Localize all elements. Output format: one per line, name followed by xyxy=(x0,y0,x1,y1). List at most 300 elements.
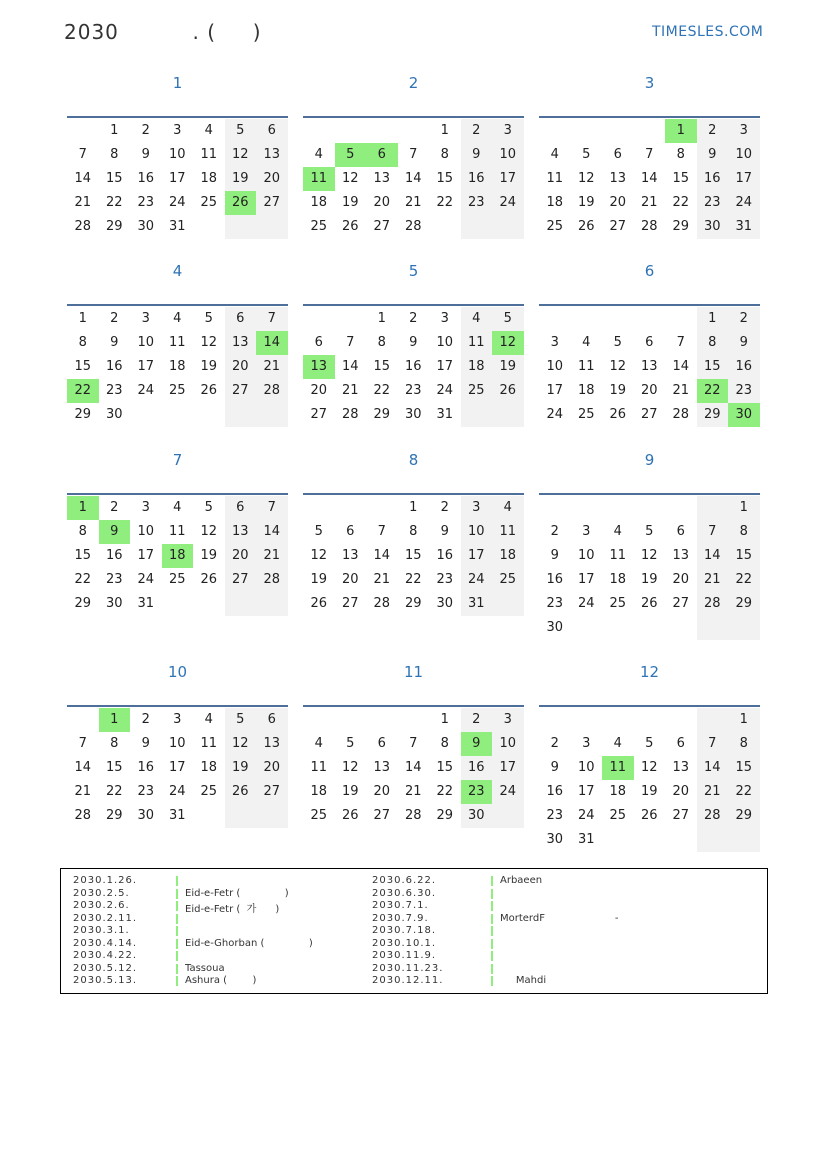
day-cell: 13 xyxy=(341,548,359,563)
day-cell: 20 xyxy=(609,195,627,210)
day-cell: 27 xyxy=(672,596,690,611)
day-cell: 23 xyxy=(461,191,493,215)
day-cell: 13 xyxy=(672,760,690,775)
day-cell: 10 xyxy=(577,760,595,775)
day-cell: 26 xyxy=(200,383,218,398)
day-cell: 8 xyxy=(728,520,760,544)
month-title: 9 xyxy=(644,451,655,469)
day-cell: 23 xyxy=(546,596,564,611)
day-cell: 25 xyxy=(310,219,328,234)
day-cell: 12 xyxy=(200,335,218,350)
day-cell: 16 xyxy=(461,756,493,780)
day-cell: 30 xyxy=(546,620,564,635)
day-cell: 21 xyxy=(74,195,92,210)
event-marker xyxy=(491,926,493,936)
day-cell: 30 xyxy=(105,596,123,611)
day-cell: 16 xyxy=(137,760,155,775)
day-cell: 30 xyxy=(697,215,729,239)
day-cell: 20 xyxy=(256,756,288,780)
day-cell: 20 xyxy=(373,784,391,799)
day-cell: 12 xyxy=(200,524,218,539)
day-cell: 29 xyxy=(74,596,92,611)
day-cell: 17 xyxy=(728,167,760,191)
day-cell: 16 xyxy=(728,355,760,379)
holiday-day-cell: 1 xyxy=(665,119,697,143)
day-cell: 21 xyxy=(697,780,729,804)
day-cell: 12 xyxy=(609,359,627,374)
month-title: 12 xyxy=(639,663,660,681)
weekend-empty-cell xyxy=(697,708,729,732)
event-marker xyxy=(491,939,493,949)
day-cell: 18 xyxy=(200,171,218,186)
month-title: 2 xyxy=(408,74,419,92)
event-date: 2030.7.9. xyxy=(372,912,429,924)
day-cell: 16 xyxy=(137,171,155,186)
day-cell: 30 xyxy=(461,804,493,828)
day-cell: 11 xyxy=(200,736,218,751)
day-cell: 21 xyxy=(404,784,422,799)
day-cell: 14 xyxy=(640,171,658,186)
weekend-empty-cell xyxy=(728,828,760,852)
month-title: 8 xyxy=(408,451,419,469)
day-cell: 7 xyxy=(256,307,288,331)
day-cell: 15 xyxy=(74,548,92,563)
day-cell: 24 xyxy=(492,780,524,804)
month-divider xyxy=(539,116,760,118)
day-cell: 23 xyxy=(697,191,729,215)
day-cell: 14 xyxy=(74,760,92,775)
event-date: 2030.4.22. xyxy=(73,950,138,961)
day-cell: 22 xyxy=(404,572,422,587)
event-marker xyxy=(176,889,178,899)
day-cell: 31 xyxy=(461,592,493,616)
day-cell: 27 xyxy=(256,191,288,215)
day-cell: 10 xyxy=(436,335,454,350)
day-cell: 12 xyxy=(225,732,257,756)
event-date: 2030.2.5. xyxy=(73,887,130,899)
day-cell: 20 xyxy=(256,167,288,191)
day-cell: 8 xyxy=(676,147,685,162)
day-cell: 1 xyxy=(728,496,760,520)
event-marker xyxy=(176,914,178,924)
day-cell: 10 xyxy=(461,520,493,544)
day-cell: 19 xyxy=(640,784,658,799)
month-title: 4 xyxy=(172,262,183,280)
day-cell: 9 xyxy=(110,335,119,350)
day-cell: 23 xyxy=(728,379,760,403)
day-cell: 17 xyxy=(492,756,524,780)
day-cell: 2 xyxy=(728,307,760,331)
day-cell: 7 xyxy=(78,147,87,162)
day-cell: 17 xyxy=(546,383,564,398)
day-cell: 18 xyxy=(609,784,627,799)
day-cell: 15 xyxy=(105,171,123,186)
day-cell: 11 xyxy=(168,524,186,539)
day-cell: 25 xyxy=(461,379,493,403)
holiday-day-cell: 22 xyxy=(697,379,729,403)
day-cell: 13 xyxy=(609,171,627,186)
event-marker xyxy=(491,914,493,924)
month-title: 11 xyxy=(403,663,424,681)
day-cell: 16 xyxy=(461,167,493,191)
day-cell: 2 xyxy=(461,119,493,143)
day-cell: 9 xyxy=(141,147,150,162)
day-cell: 16 xyxy=(105,548,123,563)
event-marker xyxy=(176,939,178,949)
weekend-empty-cell xyxy=(225,804,257,828)
day-cell: 1 xyxy=(697,307,729,331)
event-marker xyxy=(176,876,178,886)
day-cell: 1 xyxy=(728,708,760,732)
event-date: 2030.6.30. xyxy=(372,887,437,899)
day-cell: 17 xyxy=(461,544,493,568)
day-cell: 21 xyxy=(404,195,422,210)
day-cell: 4 xyxy=(204,123,213,138)
day-cell: 15 xyxy=(728,756,760,780)
day-cell: 7 xyxy=(697,732,729,756)
day-cell: 4 xyxy=(492,496,524,520)
day-cell: 1 xyxy=(440,123,449,138)
day-cell: 15 xyxy=(436,171,454,186)
day-cell: 5 xyxy=(645,524,654,539)
day-cell: 22 xyxy=(105,195,123,210)
day-cell: 8 xyxy=(440,147,449,162)
event-date: 2030.2.6. xyxy=(73,900,130,911)
day-cell: 7 xyxy=(256,496,288,520)
day-cell: 26 xyxy=(225,780,257,804)
day-cell: 25 xyxy=(609,808,627,823)
day-cell: 8 xyxy=(110,736,119,751)
day-cell: 28 xyxy=(74,808,92,823)
day-cell: 10 xyxy=(728,143,760,167)
day-cell: 21 xyxy=(256,544,288,568)
day-cell: 14 xyxy=(404,171,422,186)
day-cell: 8 xyxy=(440,736,449,751)
month-divider xyxy=(539,705,760,707)
day-cell: 11 xyxy=(461,331,493,355)
day-cell: 29 xyxy=(373,407,391,422)
weekend-empty-cell xyxy=(697,828,729,852)
day-cell: 28 xyxy=(256,568,288,592)
day-cell: 14 xyxy=(74,171,92,186)
holiday-day-cell: 14 xyxy=(256,331,288,355)
day-cell: 10 xyxy=(492,143,524,167)
day-cell: 7 xyxy=(676,335,685,350)
day-cell: 10 xyxy=(577,548,595,563)
day-cell: 2 xyxy=(110,500,119,515)
day-cell: 30 xyxy=(404,407,422,422)
event-name: Ashura ( ) xyxy=(185,975,257,986)
day-cell: 27 xyxy=(672,808,690,823)
day-cell: 25 xyxy=(577,407,595,422)
day-cell: 31 xyxy=(168,219,186,234)
day-cell: 6 xyxy=(314,335,323,350)
day-cell: 25 xyxy=(609,596,627,611)
day-cell: 13 xyxy=(256,143,288,167)
day-cell: 5 xyxy=(314,524,323,539)
month-title: 3 xyxy=(644,74,655,92)
day-cell: 28 xyxy=(672,407,690,422)
holiday-day-cell: 11 xyxy=(602,756,634,780)
holiday-list xyxy=(60,868,768,994)
site-brand-link[interactable]: TIMESLES.COM xyxy=(652,24,764,40)
day-cell: 2 xyxy=(440,500,449,515)
day-cell: 6 xyxy=(377,736,386,751)
day-cell: 4 xyxy=(582,335,591,350)
day-cell: 17 xyxy=(168,760,186,775)
event-marker xyxy=(491,876,493,886)
day-cell: 1 xyxy=(440,712,449,727)
holiday-day-cell: 22 xyxy=(67,379,99,403)
day-cell: 3 xyxy=(582,736,591,751)
day-cell: 19 xyxy=(225,167,257,191)
holiday-day-cell: 1 xyxy=(67,496,99,520)
day-cell: 3 xyxy=(728,119,760,143)
day-cell: 24 xyxy=(137,383,155,398)
day-cell: 20 xyxy=(310,383,328,398)
event-marker xyxy=(176,901,178,911)
day-cell: 7 xyxy=(78,736,87,751)
day-cell: 17 xyxy=(577,784,595,799)
day-cell: 16 xyxy=(436,548,454,563)
event-name: Arbaeen xyxy=(500,875,543,886)
day-cell: 30 xyxy=(436,596,454,611)
month-title: 6 xyxy=(644,262,655,280)
day-cell: 22 xyxy=(74,572,92,587)
day-cell: 8 xyxy=(78,524,87,539)
day-cell: 7 xyxy=(409,736,418,751)
day-cell: 4 xyxy=(613,736,622,751)
weekend-empty-cell xyxy=(492,804,524,828)
holiday-day-cell: 6 xyxy=(366,143,398,167)
day-cell: 4 xyxy=(173,500,182,515)
day-cell: 22 xyxy=(672,195,690,210)
day-cell: 29 xyxy=(728,804,760,828)
day-cell: 15 xyxy=(74,359,92,374)
day-cell: 5 xyxy=(225,708,257,732)
day-cell: 18 xyxy=(492,544,524,568)
holiday-day-cell: 26 xyxy=(225,191,257,215)
day-cell: 26 xyxy=(200,572,218,587)
weekend-empty-cell xyxy=(256,215,288,239)
day-cell: 9 xyxy=(697,143,729,167)
event-marker xyxy=(491,901,493,911)
day-cell: 24 xyxy=(492,191,524,215)
day-cell: 10 xyxy=(137,335,155,350)
weekend-empty-cell xyxy=(492,215,524,239)
weekend-empty-cell xyxy=(225,403,257,427)
day-cell: 18 xyxy=(310,784,328,799)
weekend-empty-cell xyxy=(492,403,524,427)
day-cell: 2 xyxy=(550,524,559,539)
day-cell: 24 xyxy=(577,808,595,823)
day-cell: 18 xyxy=(546,195,564,210)
day-cell: 29 xyxy=(404,596,422,611)
day-cell: 23 xyxy=(137,195,155,210)
day-cell: 6 xyxy=(676,736,685,751)
day-cell: 4 xyxy=(204,712,213,727)
day-cell: 14 xyxy=(672,359,690,374)
day-cell: 14 xyxy=(256,520,288,544)
weekend-empty-cell xyxy=(256,403,288,427)
day-cell: 31 xyxy=(577,832,595,847)
month-divider xyxy=(539,493,760,495)
day-cell: 7 xyxy=(645,147,654,162)
event-marker xyxy=(491,964,493,974)
day-cell: 30 xyxy=(546,832,564,847)
day-cell: 18 xyxy=(310,195,328,210)
day-cell: 20 xyxy=(225,355,257,379)
weekend-empty-cell xyxy=(461,403,493,427)
day-cell: 6 xyxy=(346,524,355,539)
day-cell: 2 xyxy=(550,736,559,751)
day-cell: 17 xyxy=(492,167,524,191)
day-cell: 15 xyxy=(373,359,391,374)
day-cell: 28 xyxy=(74,219,92,234)
day-cell: 31 xyxy=(168,808,186,823)
day-cell: 27 xyxy=(609,219,627,234)
day-cell: 26 xyxy=(492,379,524,403)
day-cell: 6 xyxy=(225,496,257,520)
event-date: 2030.2.11. xyxy=(73,912,138,924)
day-cell: 1 xyxy=(409,500,418,515)
event-date: 2030.10.1. xyxy=(372,937,437,949)
day-cell: 6 xyxy=(613,147,622,162)
day-cell: 9 xyxy=(461,143,493,167)
day-cell: 15 xyxy=(105,760,123,775)
month-title: 1 xyxy=(172,74,183,92)
day-cell: 7 xyxy=(346,335,355,350)
day-cell: 21 xyxy=(341,383,359,398)
month-divider xyxy=(303,493,524,495)
day-cell: 3 xyxy=(173,123,182,138)
day-cell: 19 xyxy=(492,355,524,379)
day-cell: 12 xyxy=(341,760,359,775)
weekend-empty-cell xyxy=(492,592,524,616)
day-cell: 5 xyxy=(582,147,591,162)
day-cell: 14 xyxy=(697,756,729,780)
day-cell: 29 xyxy=(105,219,123,234)
day-cell: 19 xyxy=(341,195,359,210)
holiday-day-cell: 9 xyxy=(461,732,493,756)
month-divider xyxy=(67,493,288,495)
day-cell: 8 xyxy=(409,524,418,539)
day-cell: 19 xyxy=(200,548,218,563)
day-cell: 8 xyxy=(377,335,386,350)
day-cell: 11 xyxy=(492,520,524,544)
day-cell: 24 xyxy=(461,568,493,592)
day-cell: 28 xyxy=(373,596,391,611)
day-cell: 27 xyxy=(225,568,257,592)
day-cell: 11 xyxy=(200,147,218,162)
day-cell: 31 xyxy=(137,596,155,611)
day-cell: 24 xyxy=(168,784,186,799)
day-cell: 27 xyxy=(225,379,257,403)
event-date: 2030.5.13. xyxy=(73,975,138,986)
day-cell: 11 xyxy=(577,359,595,374)
day-cell: 17 xyxy=(137,359,155,374)
day-cell: 4 xyxy=(461,307,493,331)
event-name: Eid-e-Fetr ( ) xyxy=(185,887,289,899)
month-divider xyxy=(539,304,760,306)
day-cell: 10 xyxy=(168,736,186,751)
weekend-empty-cell xyxy=(728,616,760,640)
day-cell: 25 xyxy=(492,568,524,592)
day-cell: 29 xyxy=(436,808,454,823)
day-cell: 23 xyxy=(546,808,564,823)
event-date: 2030.6.22. xyxy=(372,875,437,886)
day-cell: 22 xyxy=(728,568,760,592)
day-cell: 11 xyxy=(310,760,328,775)
day-cell: 24 xyxy=(577,596,595,611)
day-cell: 21 xyxy=(640,195,658,210)
day-cell: 23 xyxy=(137,784,155,799)
holiday-day-cell: 18 xyxy=(162,544,194,568)
day-cell: 13 xyxy=(225,331,257,355)
day-cell: 22 xyxy=(373,383,391,398)
day-cell: 29 xyxy=(105,808,123,823)
day-cell: 15 xyxy=(728,544,760,568)
day-cell: 16 xyxy=(697,167,729,191)
day-cell: 7 xyxy=(409,147,418,162)
day-cell: 12 xyxy=(640,760,658,775)
day-cell: 9 xyxy=(550,548,559,563)
day-cell: 16 xyxy=(105,359,123,374)
holiday-day-cell: 9 xyxy=(99,520,131,544)
day-cell: 13 xyxy=(373,171,391,186)
day-cell: 14 xyxy=(341,359,359,374)
day-cell: 13 xyxy=(256,732,288,756)
day-cell: 24 xyxy=(137,572,155,587)
day-cell: 18 xyxy=(577,383,595,398)
day-cell: 1 xyxy=(377,311,386,326)
day-cell: 19 xyxy=(577,195,595,210)
weekend-empty-cell xyxy=(225,592,257,616)
day-cell: 25 xyxy=(310,808,328,823)
day-cell: 6 xyxy=(645,335,654,350)
day-cell: 18 xyxy=(461,355,493,379)
day-cell: 15 xyxy=(672,171,690,186)
day-cell: 28 xyxy=(256,379,288,403)
day-cell: 30 xyxy=(137,808,155,823)
month-divider xyxy=(303,705,524,707)
day-cell: 28 xyxy=(404,808,422,823)
day-cell: 4 xyxy=(314,147,323,162)
day-cell: 11 xyxy=(546,171,564,186)
event-marker xyxy=(491,889,493,899)
day-cell: 26 xyxy=(341,808,359,823)
day-cell: 31 xyxy=(728,215,760,239)
day-cell: 9 xyxy=(550,760,559,775)
day-cell: 4 xyxy=(550,147,559,162)
holiday-day-cell: 5 xyxy=(335,143,367,167)
day-cell: 3 xyxy=(141,500,150,515)
day-cell: 29 xyxy=(697,403,729,427)
event-date: 2030.1.26. xyxy=(73,875,138,886)
day-cell: 7 xyxy=(697,520,729,544)
day-cell: 12 xyxy=(310,548,328,563)
day-cell: 25 xyxy=(168,383,186,398)
day-cell: 17 xyxy=(436,359,454,374)
day-cell: 16 xyxy=(546,572,564,587)
day-cell: 2 xyxy=(141,123,150,138)
day-cell: 22 xyxy=(436,195,454,210)
day-cell: 18 xyxy=(200,760,218,775)
day-cell: 22 xyxy=(436,784,454,799)
day-cell: 25 xyxy=(546,219,564,234)
day-cell: 12 xyxy=(341,171,359,186)
day-cell: 27 xyxy=(256,780,288,804)
